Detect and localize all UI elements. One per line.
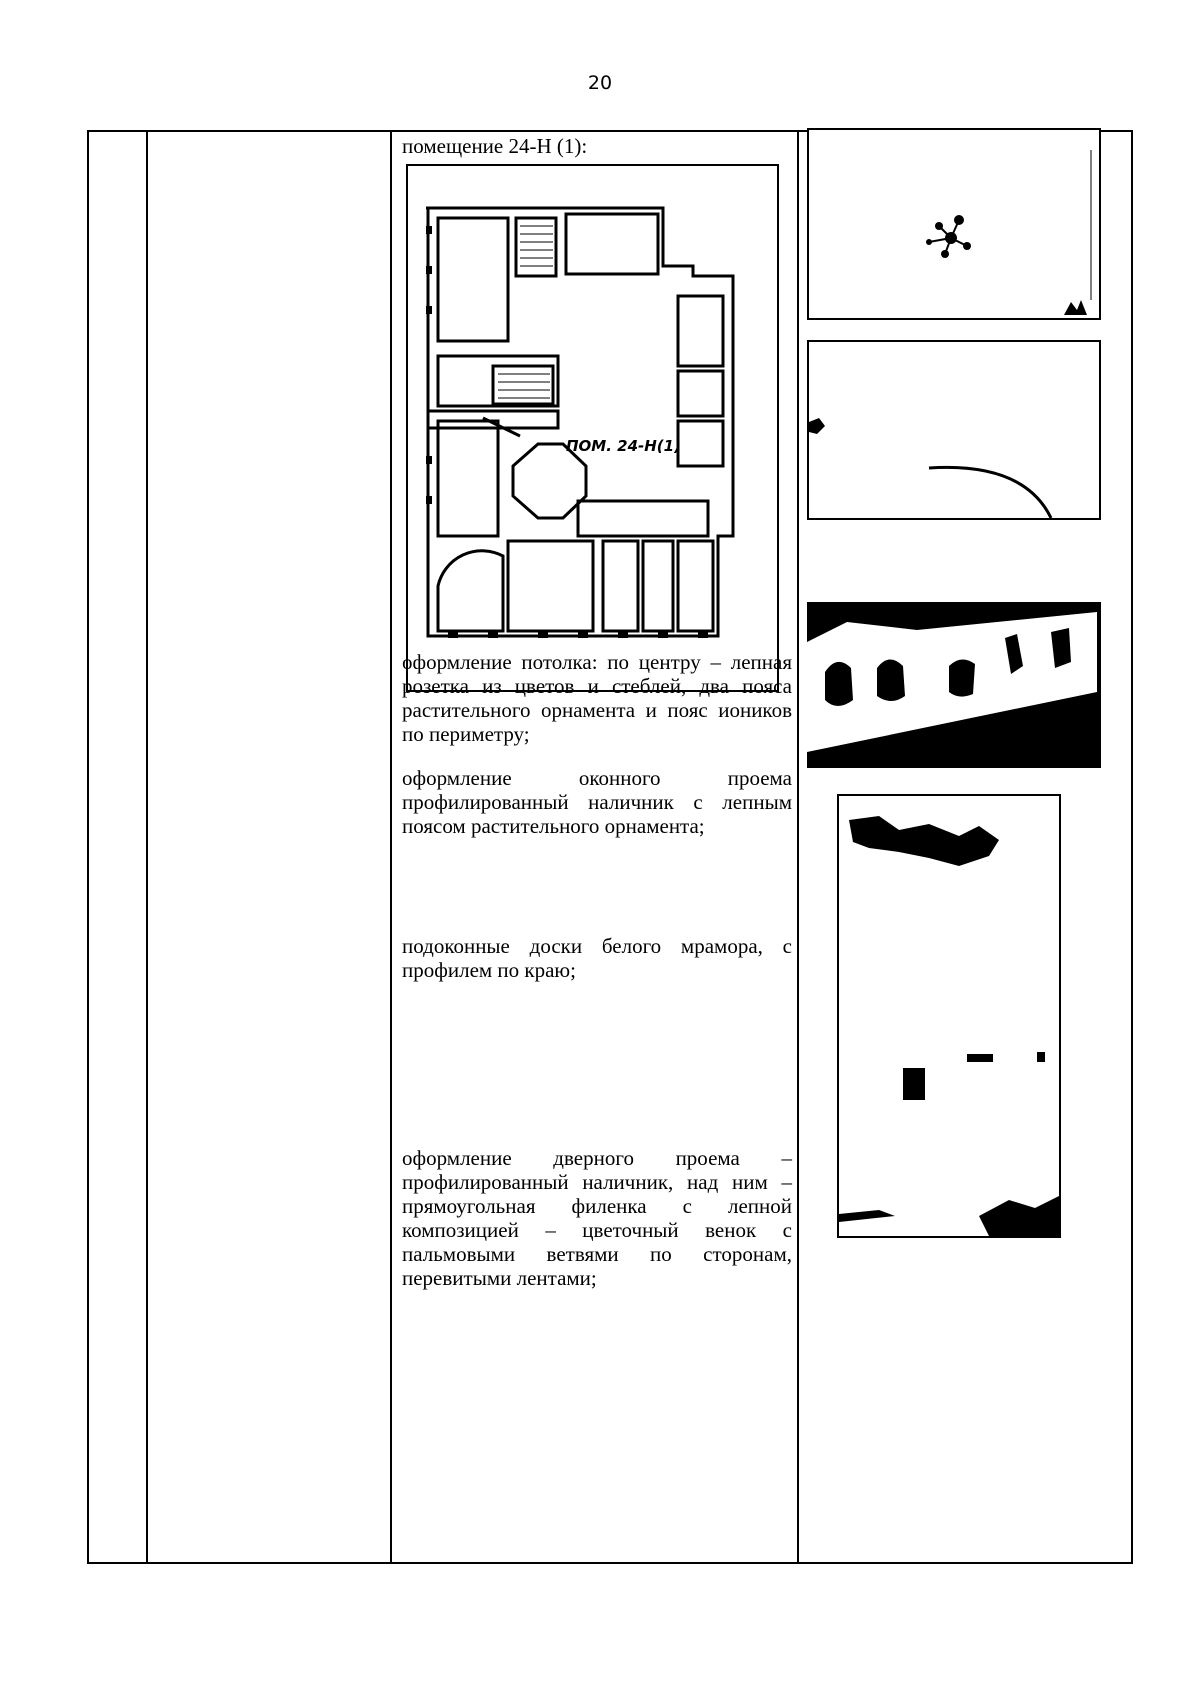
window-photo [807,602,1101,768]
windowsill-description: подоконные доски белого мрамора, с профилем по краю; [402,934,792,982]
ceiling-ornament-photo [807,340,1101,520]
door-drawing [839,796,1059,1236]
rosette-drawing [809,130,1099,318]
column-divider-1 [146,132,148,1562]
room-label: помещение 24-Н (1): [402,134,588,158]
window-description: оформление оконного проема профилированный наличник с лепным поясом растительного орнамента; [402,766,792,838]
door-description: оформление дверного проема – профилированный наличник, над ним – прямоугольная филенка с лепной композицией – цветочный венок с пальмовыми ветвями по сторонам, перевитыми лентами; [402,1146,792,1290]
door-photo [837,794,1061,1238]
floor-plan-image [406,164,779,692]
ceiling-rosette-photo [807,128,1101,320]
plan-room-label: ПОМ. 24-Н(1) [566,437,681,455]
floor-plan-drawing [408,166,777,690]
page-number: 20 [587,72,613,94]
ceiling-description: оформление потолка: по центру – лепная розетка из цветов и стеблей, два пояса растительного орнамента и пояс иоников по периметру; [402,650,792,746]
window-drawing [807,602,1101,768]
description-table [87,130,1133,1564]
column-divider-3 [797,132,799,1562]
ornament-drawing [809,342,1099,518]
column-divider-2 [390,132,392,1562]
